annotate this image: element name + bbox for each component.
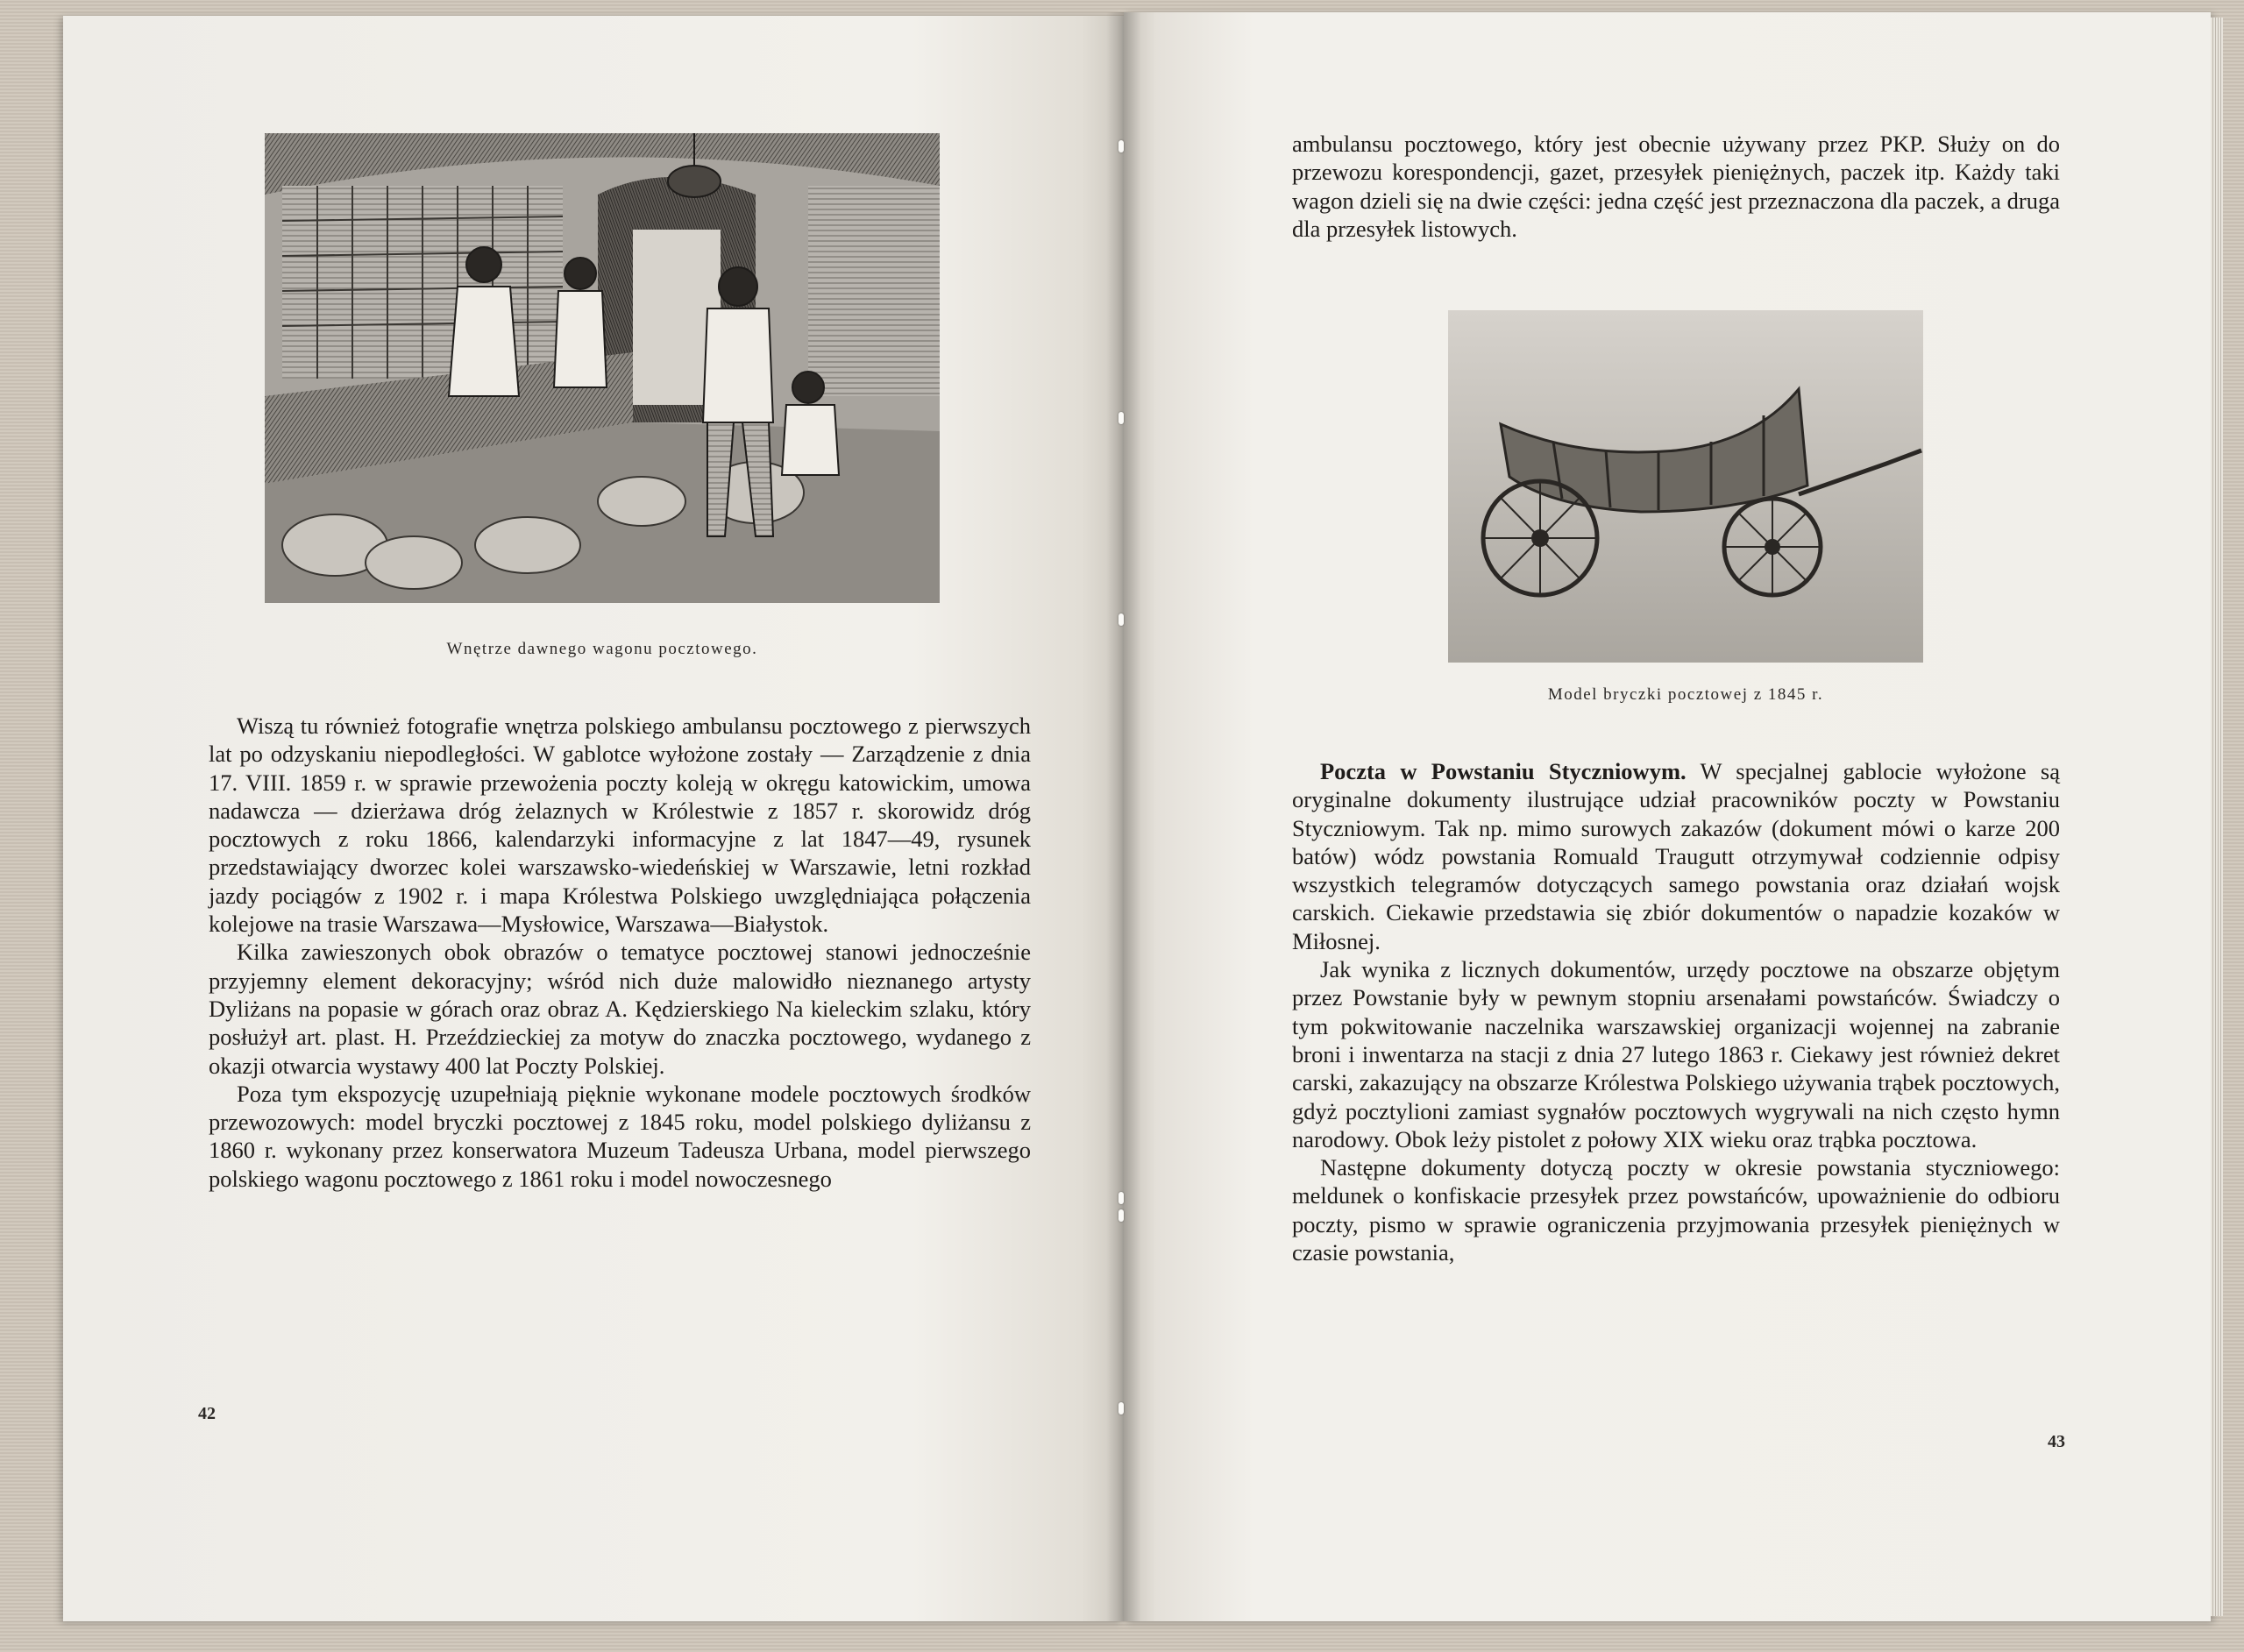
right-intro-text <box>1292 130 2060 243</box>
section-heading: Poczta w Powstaniu Styczniowym. <box>1320 758 1687 784</box>
binding-stitch <box>1118 412 1124 424</box>
binding-stitch <box>1118 140 1124 152</box>
paragraph: Wiszą tu również fotografie wnętrza polskiego ambulansu pocztowego z pierwszych lat po odzyskaniu niepodległości. W gablotce wyłożone zostały — Zarządzenie z dnia 17. VIII. 1859 r. w sprawie przewożenia poczty koleją w okręgu katowickim, umowa nadawcza — dzierżawa dróg żelaznych w Królestwie z 1857 r. skorowidz dróg pocztowych z roku 1866, kalendarzyki informacyjne z lat 1847—49, rysunek przedstawiający dworzec kolei warszawsko-wiedeńskiej w Warszawie, letni rozkład jazdy pociągów z 1902 r. i mapa Królestwa Polskiego uwzględniająca połączenia kolejowe na trasie Warszawa—Mysłowice, Warszawa—Białystok. <box>209 713 1031 938</box>
page-number-right: 43 <box>2048 1432 2065 1451</box>
paragraph: Poza tym ekspozycję uzupełniają pięknie wykonane modele pocztowych środków przewozowych: model bryczki pocztowej z 1845 roku, model polskiego dyliżansu z 1860 r. wykonany przez konserwatora Muzeum Tadeusza Urbana, model pierwszego polskiego wagonu pocztowego z 1861 roku i model nowoczesnego <box>209 1080 1031 1192</box>
paragraph: Kilka zawieszonych obok obrazów o tematyce pocztowej stanowi jednocześnie przyjemny element dekoracyjny; wśród nich duże malowidło nieznanego artysty Dyliżans na popasie w górach oraz obraz A. Kędzierskiego Na kieleckim szlaku, który posłużył art. plast. H. Przeździeckiej za motyw do znaczka pocztowego, wydanego z okazji otwarcia wystawy 400 lat Poczty Polskiej. <box>209 939 1031 1079</box>
paragraph: Następne dokumenty dotyczą poczty w okresie powstania styczniowego: meldunek o konfiskacie przesyłek przez powstańców, upoważnienie do odbioru poczty, pismo w sprawie ograniczenia przyjmowania przesyłek pieniężnych w czasie powstania, <box>1292 1154 2060 1266</box>
postal-wagon-illustration <box>265 133 940 603</box>
page-edges <box>2211 18 2223 1616</box>
left-page <box>63 16 1124 1621</box>
figure-caption-right: Model bryczki pocztowej z 1845 r. <box>1547 685 1824 704</box>
binding-stitch <box>1118 1402 1124 1414</box>
section-text: W specjalnej gablocie wyłożone są oryginalne dokumenty ilustrujące udział pracowników poczty w Powstaniu Styczniowym. Tak np. mimo surowych zakazów (dokument mówi o karze 200 batów) wódz powstania Romuald Traugutt otrzymywał codziennie odpisy wszystkich telegramów dotyczących samego powstania oraz działań wojsk carskich. Ciekawie przedstawia się zbiór dokumentów o napadzie kozaków w Miłosnej. <box>1292 758 2060 954</box>
section-paragraph <box>1292 757 2060 955</box>
paragraph: ambulansu pocztowego, który jest obecnie używany przez PKP. Służy on do przewozu korespondencji, gazet, przesyłek pieniężnych, paczek itp. Każdy taki wagon dzieli się na dwie części: jedna część jest przeznaczona dla paczek, a druga dla przesyłek listowych. <box>1292 131 2060 242</box>
binding-stitch <box>1118 1209 1124 1222</box>
binding-stitch <box>1118 613 1124 626</box>
left-body-text <box>209 712 1031 1193</box>
binding-stitch <box>1118 1192 1124 1204</box>
right-page <box>1124 12 2211 1621</box>
right-body-text <box>1292 757 2060 1266</box>
spine-shadow <box>1106 12 1141 1621</box>
post-carriage-photo <box>1448 310 1923 663</box>
page-number-left: 42 <box>198 1404 216 1423</box>
paragraph: Jak wynika z licznych dokumentów, urzędy pocztowe na obszarze objętym przez Powstanie były w pewnym stopniu arsenałami powstańców. Świadczy o tym pokwitowanie naczelnika warszawskiej organizacji wojennej na zabranie broni i inwentarza na stacji z dnia 27 lutego 1863 r. Ciekawy jest również dekret carski, zakazujący na obszarze Królestwa Polskiego używania trąbek pocztowych, gdyż pocztylioni zamiast sygnałów pocztowych wygrywali na nich często hymn narodowy. Obok leży pistolet z połowy XIX wieku oraz trąbka pocztowa. <box>1292 956 2060 1152</box>
figure-caption-left: Wnętrze dawnego wagonu pocztowego. <box>446 640 758 658</box>
